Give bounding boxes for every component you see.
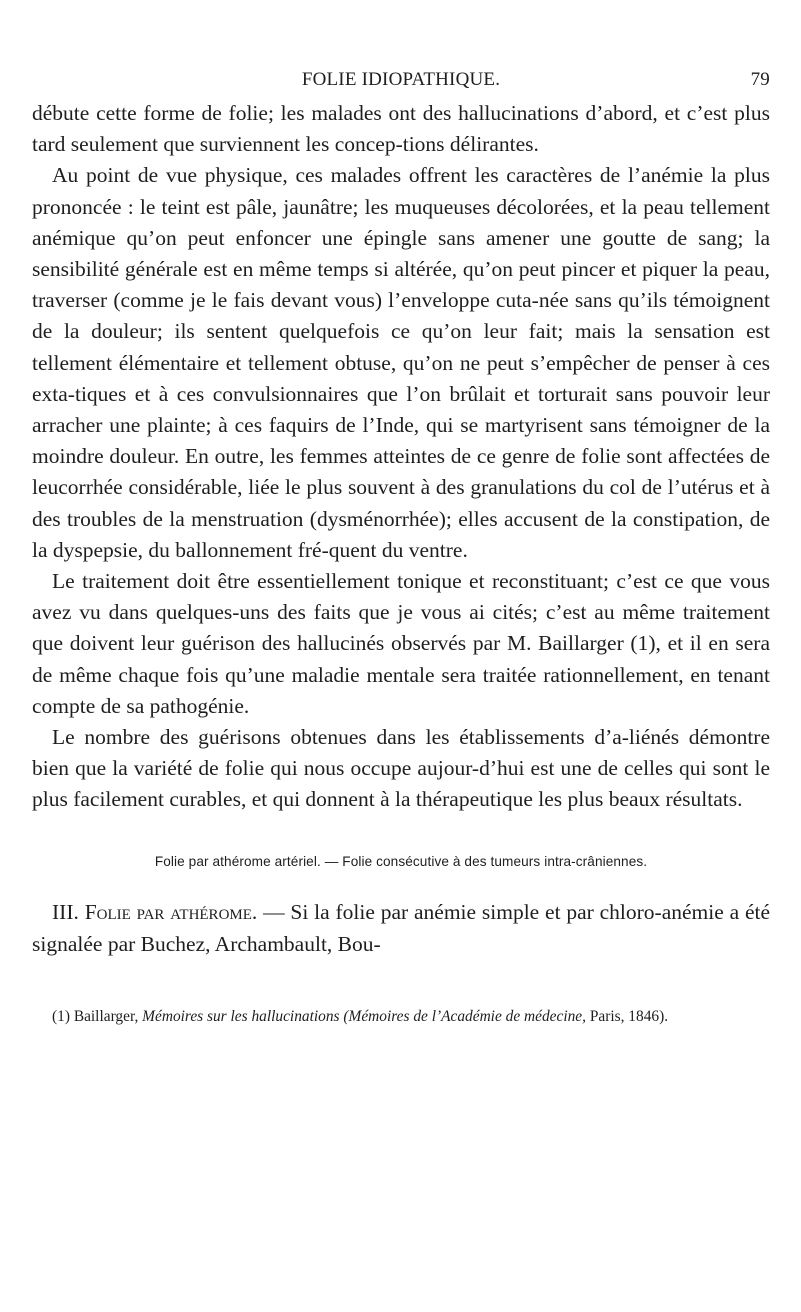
page-number: 79 xyxy=(750,69,770,90)
section-athérome xyxy=(32,897,770,960)
paragraph-continued: débute cette forme de folie; les malades ont des hallucinations d’abord, et c’est plus tard seulement que surviennent les concep-tions délirantes. xyxy=(32,101,770,157)
section-number: III. xyxy=(52,900,79,924)
footnote-title: Mémoires sur les hallucinations xyxy=(142,1008,340,1025)
footnote-place-year: Paris, 1846). xyxy=(589,1008,669,1025)
running-title: FOLIE IDIOPATHIQUE. xyxy=(301,69,501,90)
side-note: Folie par athérome artériel. — Folie consécutive à des tumeurs intra-crâniennes. xyxy=(154,854,648,869)
footnote-source: (Mémoires de l’Académie de médecine, xyxy=(343,1008,586,1025)
section-heading: Folie par athérome. xyxy=(84,900,258,924)
footnote xyxy=(32,1007,770,1027)
paragraph-treatment: Le traitement doit être essentiellement tonique et reconstituant; c’est ce que vous avez vu dans quelques-uns des faits que je vous ai cités; c’est au même traitement que doivent leur guérison des hallucinés observés par M. Baillarger (1), et il en sera de même chaque fois qu’une maladie mentale sera traitée rationnellement, en tenant compte de sa pathogénie. xyxy=(32,569,770,718)
body-text xyxy=(32,98,770,816)
paragraph-cures: Le nombre des guérisons obtenues dans les établissements d’a-liénés démontre bien que la variété de folie qui nous occupe aujour-d’hui est une de celles qui sont le plus facilement curables, et qui donnent à la thérapeutique les plus beaux résultats. xyxy=(32,725,770,812)
section-text: — Si la folie par anémie simple et par chloro-anémie a été signalée par Buchez, Archambault, Bou- xyxy=(32,900,771,956)
paragraph-physical-signs: Au point de vue physique, ces malades offrent les caractères de l’anémie la plus prononcée : le teint est pâle, jaunâtre; les muqueuses décolorées, et la peau tellement anémique qu’on peut enfoncer une épingle sans amener une goutte de sang; la sensibilité générale est en même temps si altérée, qu’on peut pincer et piquer la peau, traverser (comme je le fais devant vous) l’enveloppe cuta-née sans qu’ils témoignent de la douleur; ils sentent quelquefois ce qu’on leur fait; mais la sensation est tellement élémentaire et tellement obtuse, qu’on ne peut s’empêcher de penser à ces exta-tiques et à ces convulsionnaires que l’on brûlait et torturait sans pouvoir leur arracher une plainte; à ces faquirs de l’Inde, qui se martyrisent sans témoigner de la moindre douleur. En outre, les femmes atteintes de ce genre de folie sont affectées de leucorrhée considérable, liée le plus souvent à des granulations du col de l’utérus et à des troubles de la menstruation (dysménorrhée); elles accusent de la constipation, de la dyspepsie, du ballonnement fré-quent du ventre. xyxy=(32,163,770,562)
running-head xyxy=(32,69,770,95)
footnote-author: Baillarger, xyxy=(73,1008,139,1025)
footnote-marker: (1) xyxy=(52,1008,70,1025)
